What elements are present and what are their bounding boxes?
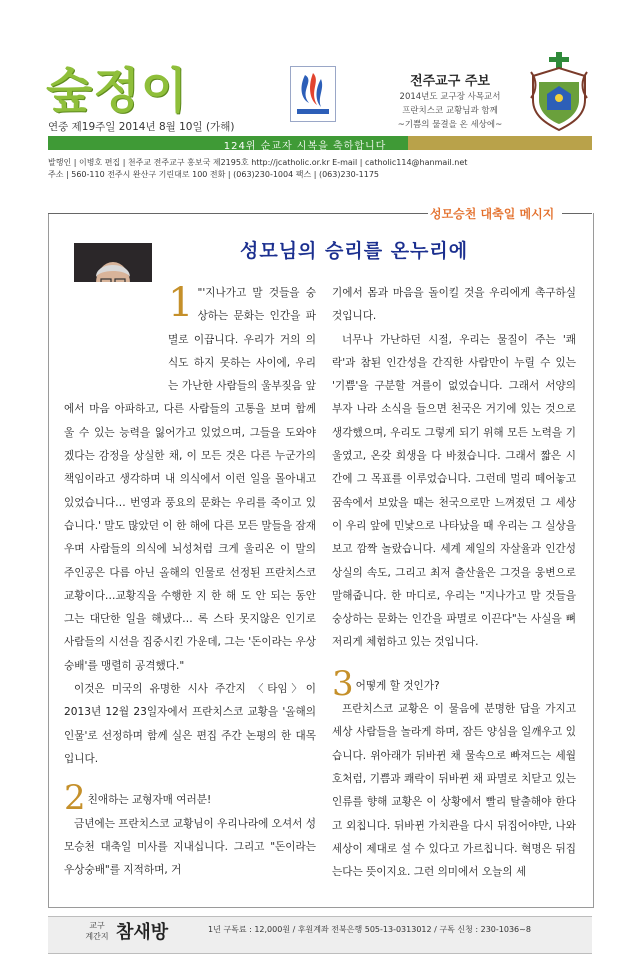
paragraph-2-heading-text: 친애하는 교형자매 여러분! bbox=[87, 794, 212, 807]
paragraph-3-heading-text: 어떻게 할 것인가? bbox=[355, 679, 440, 692]
magazine-logo: 참새방 bbox=[116, 922, 169, 943]
edition-date: 연중 제19주일 2014년 8월 10일 (가해) bbox=[48, 121, 235, 133]
masthead bbox=[48, 157, 467, 181]
pastoral-slogan-line: ~기쁨의 물결을 온 세상에~ bbox=[397, 120, 503, 130]
paragraph-2-cont: 기에서 몸과 마음을 돌이킬 것을 우리에게 촉구하실 것입니다. bbox=[332, 287, 576, 323]
banner-accent bbox=[408, 136, 592, 150]
paragraph-3: 프란치스코 교황은 이 물음에 분명한 답을 가지고 세상 사람들을 놀라게 하며, 잠든 양심을 일깨우고 있습니다. 위아래가 뒤바뀐 채 물속으로 빠져드는 세월호처럼, 기쁨과 쾌락이 뒤바뀐 채 파멸로 치닫고 있는 인류를 향해 교황은 이 상황에서 빨리 탈출해야 한다고 외칩니다. 뒤바뀐 가치관을 다시 뒤집어야만, 나와 세상이 제대로 설 수 있다고 가르칩니다. 혁명은 뒤집는다는 뜻이지요. 그런 의미에서 오늘의 세 bbox=[332, 703, 576, 879]
article-headline: 성모님의 승리를 온누리에 bbox=[240, 240, 469, 262]
photo-cutout bbox=[64, 282, 168, 376]
paragraph-2-heading bbox=[64, 778, 316, 819]
paragraph-1-quote: "'지나가고 말 것들을 숭상하는 문화는 인간을 파멸로 이끕니다. 우리가 거의 의식도 하지 못하는 사이에, 우리는 가난한 사람들의 울부짖음 앞에서 마음 아파하고, 다른 사람들의 고통을 보며 함께 울 수 있는 능력을 잃어가고 있었으며, 그들을 도와야겠다는 감정을 상실한 채, 이 모든 것은 다른 누군가의 책임이라고 생각하며 내 의식에서 이런 일을 몰아내고 있었습니다… 번영과 풍요의 문화는 우리를 죽이고 있습니다.' 말도 많았던 이 한 해에 다른 모든 말들을 잠재우며 사람들의 의식에 뇌성처럼 크게 울리온 이 말의 주인공은 다름 아닌 올해의 인물로 선정된 프란치스코 교황이다…교황직을 수행한 지 한 해 도 안 되는 동안 그는 대단한 일을 해냈다… 록 스타 못지않은 인기로 사람들의 시선을 집중시킨 가운데, 그는 '돈이라는 우상숭배'를 맹렬히 공격했다." bbox=[64, 287, 316, 672]
section-number-3: 3 bbox=[332, 663, 354, 704]
section-title: 성모승천 대축일 메시지 bbox=[430, 207, 555, 221]
diocese-crest-icon bbox=[527, 50, 591, 132]
article-column-1-flow bbox=[64, 282, 316, 882]
article-column-2 bbox=[332, 282, 576, 882]
paragraph-3-heading bbox=[332, 663, 576, 704]
section-rule-end bbox=[562, 213, 592, 214]
footer-sub-label bbox=[82, 920, 112, 942]
pastoral-theme-line: 프란치스코 교황님과 함께 bbox=[402, 106, 498, 116]
subscription-info: 1년 구독료 : 12,000원 / 후원계좌 전북은행 505-13-0313012 / 구독 신청 : 230-1036~8 bbox=[208, 925, 531, 934]
newsletter-logo: 숲정이 bbox=[46, 63, 189, 119]
footer-sub-label-2: 계간지 bbox=[85, 932, 109, 941]
header-right-block bbox=[374, 70, 526, 131]
section-rule bbox=[48, 213, 428, 214]
pastoral-letter-line: 2014년도 교구장 사목교서 bbox=[399, 92, 501, 102]
masthead-publisher-line: 발행인 | 이병호 편집 | 천주교 전주교구 홍보국 제2195호 http://jcatholic.or.kr E-mail | catholic114@hanmail.net bbox=[48, 158, 468, 167]
section-number-1-flow: 1 bbox=[168, 282, 194, 326]
paragraph-2: 금년에는 프란치스코 교황님이 우리나라에 오셔서 성모승천 대축일 미사를 지내십니다. 그리고 "돈이라는 우상숭배"를 지적하며, 거 bbox=[64, 817, 316, 877]
bulletin-title: 전주교구 주보 bbox=[410, 74, 490, 89]
canonization-banner-text: 124위 순교자 시복을 축하합니다 bbox=[223, 141, 387, 152]
jubilee-logo-icon bbox=[290, 66, 336, 122]
paragraph-1b: 이것은 미국의 유명한 시사 주간지 〈타임〉이 2013년 12월 23일자에서 프란치스코 교황을 '올해의 인물'로 선정하며 함께 실은 편집 주간 논평의 한 대목입니다. bbox=[64, 683, 316, 765]
footer-sub-label-1: 교구 bbox=[89, 921, 105, 930]
paragraph-2b: 너무나 가난하던 시절, 우리는 물질이 주는 '쾌락'과 참된 인간성을 간직한 사람만이 누릴 수 있는 '기쁨'을 구분할 겨를이 없었습니다. 그래서 서양의 부자 나라 소식을 들으면 천국은 거기에 있는 것으로 생각했으며, 우리도 그렇게 되기 위해 모든 노력을 기울였고, 온갖 희생을 다 바쳤습니다. 그래서 짧은 시간에 그 목표를 이루었습니다. 그런데 멀리 떼어놓고 꿈속에서 보았을 때는 천국으로만 느껴졌던 그 세상이 우리 앞에 민낯으로 나타났을 때 우리는 그 실상을 보고 깜짝 놀랐습니다. 세계 제일의 자살율과 인간성 상실의 속도, 그리고 최저 출산율은 그것을 웅변으로 말해줍니다. 한 마디로, 우리는 "지나가고 말 것들을 숭상하는 문화는 인간을 파멸로 이끈다"는 사실을 뼈저리게 체험하고 있는 것입니다. bbox=[332, 333, 576, 649]
section-number-2: 2 bbox=[64, 778, 86, 819]
masthead-address-line: 주소 | 560-110 전주시 완산구 기린대로 100 전화 | (063)230-1004 팩스 | (063)230-1175 bbox=[48, 170, 379, 179]
